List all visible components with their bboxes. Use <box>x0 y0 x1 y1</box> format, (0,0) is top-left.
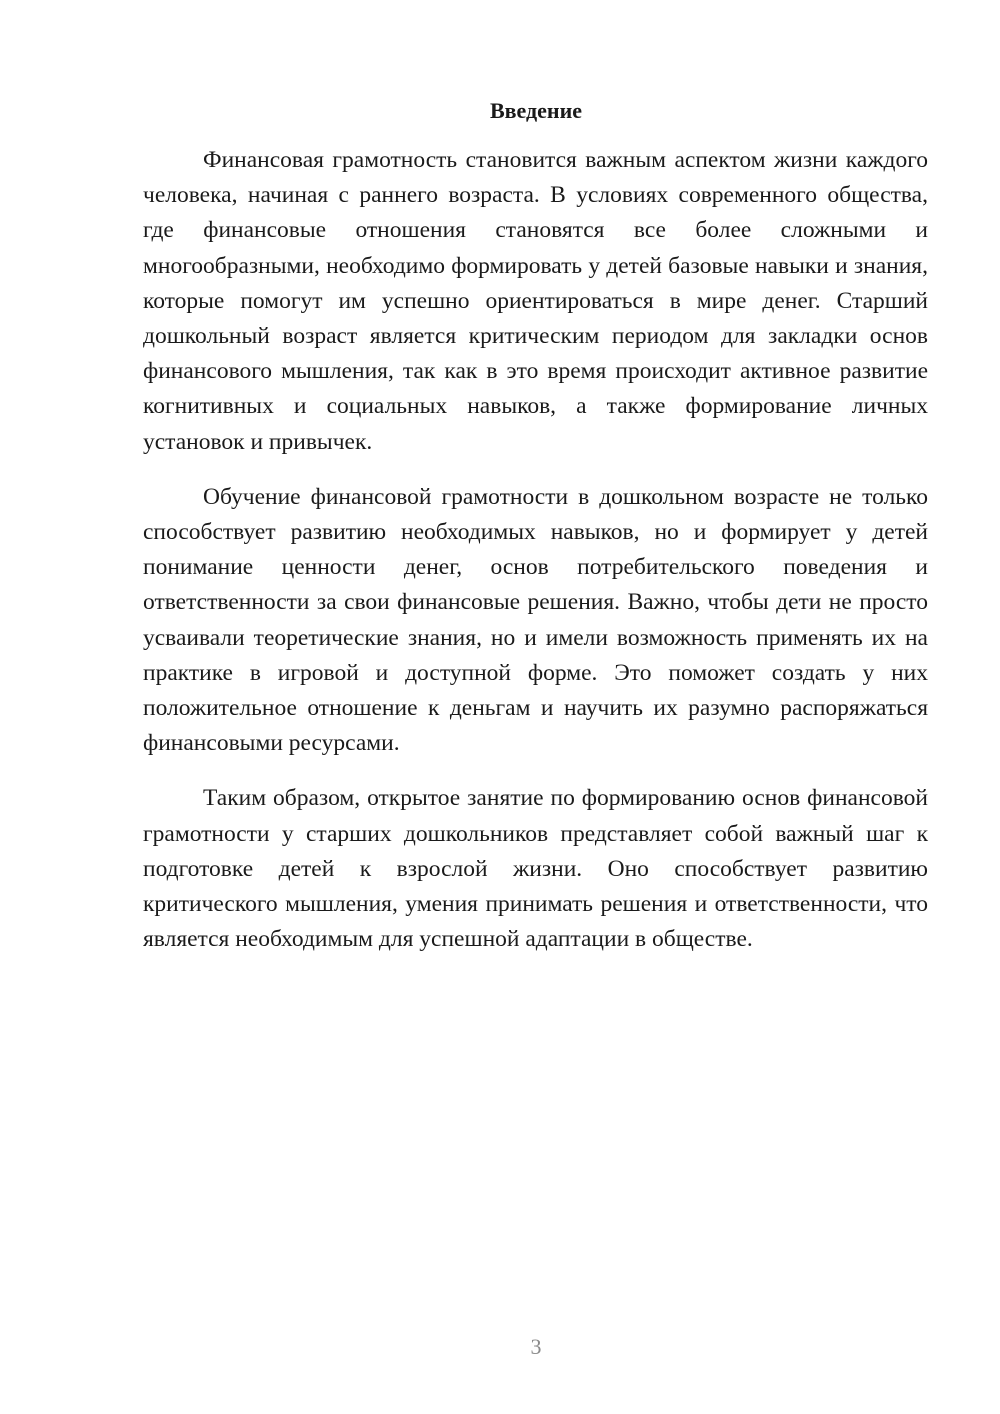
body-text <box>143 143 928 977</box>
paragraph-3: Таким образом, открытое занятие по формированию основ финансовой грамотности у старших дошкольников представляет собой важный шаг к подготовке детей к взрослой жизни. Оно способствует развитию критического мышления, умения принимать решения и ответственности, что является необходимым для успешной адаптации в обществе. <box>143 785 928 953</box>
paragraph-1: Финансовая грамотность становится важным аспектом жизни каждого человека, начиная с раннего возраста. В условиях современного общества, где финансовые отношения становятся все более сложными и многообразными, необходимо формировать у детей базовые навыки и знания, которые помогут им успешно ориентироваться в мире денег. Старший дошкольный возраст является критическим периодом для закладки основ финансового мышления, так как в это время происходит активное развитие когнитивных и социальных навыков, а также формирование личных установок и привычек. <box>143 147 928 455</box>
page-number: 3 <box>530 1334 542 1359</box>
paragraph-2: Обучение финансовой грамотности в дошкольном возрасте не только способствует развитию необходимых навыков, но и формирует у детей понимание ценности денег, основ потребительского поведения и ответственности за свои финансовые решения. Важно, чтобы дети не просто усваивали теоретические знания, но и имели возможность применять их на практике в игровой и доступной форме. Это поможет создать у них положительное отношение к деньгам и научить их разумно распоряжаться финансовыми ресурсами. <box>143 483 928 757</box>
section-title: Введение <box>489 98 583 123</box>
